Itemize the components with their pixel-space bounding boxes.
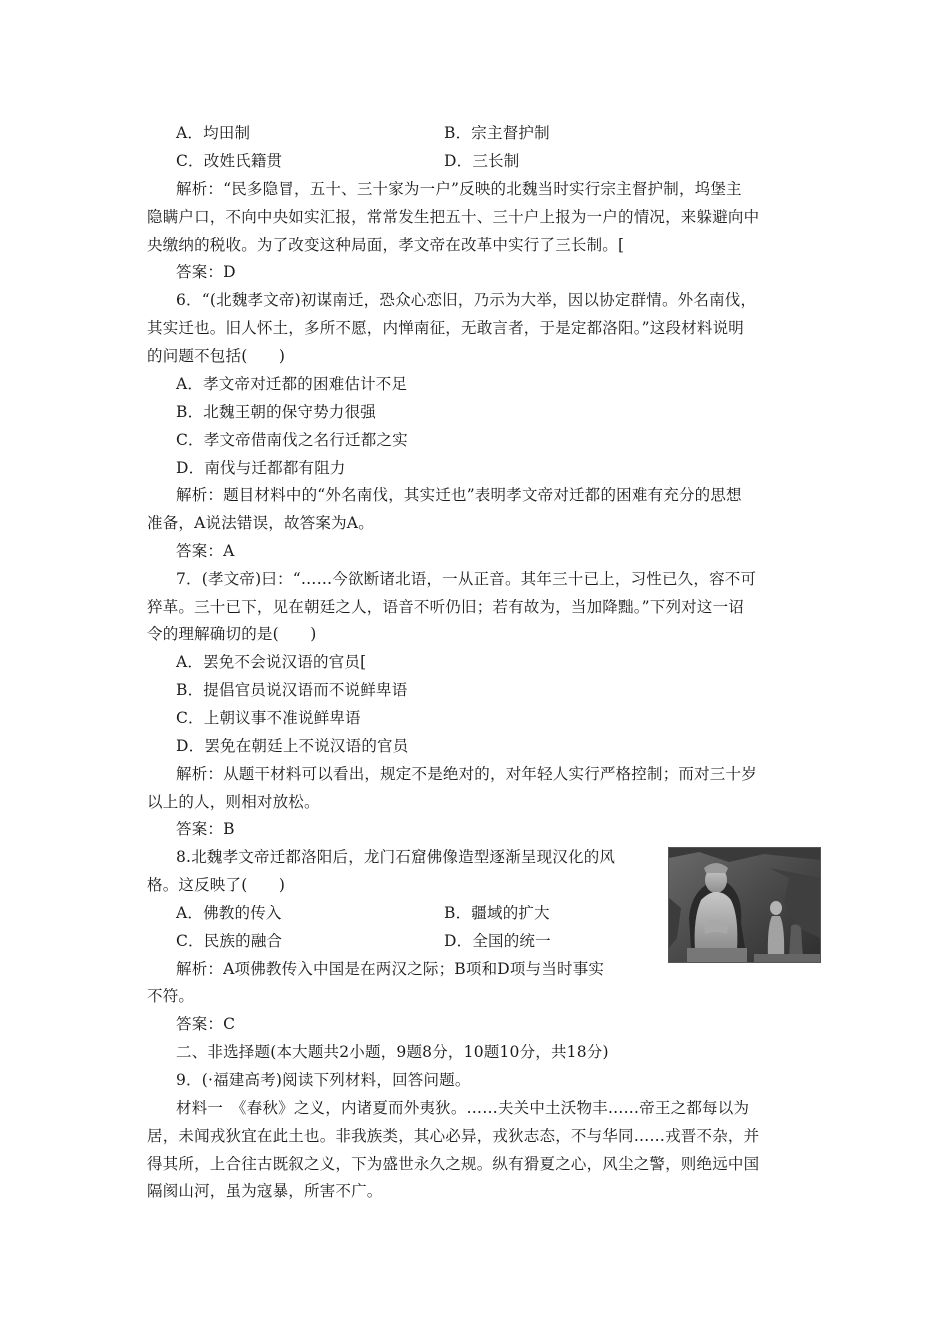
q7-stem-line: 7．(孝文帝)曰：“……今欲断诸北语，一从正音。其年三十已上，习性已久，容不可: [176, 570, 757, 588]
q8-option-c: C．民族的融合: [176, 932, 283, 950]
q8-option-a: A．佛教的传入: [176, 904, 282, 922]
q5-analysis-line: 央缴纳的税收。为了改变这种局面，孝文帝在改革中实行了三长制。[: [147, 236, 625, 254]
q5-answer: 答案：D: [176, 263, 236, 281]
q8-option-d: D．全国的统一: [444, 932, 551, 950]
q8-stem-line: 8.北魏孝文帝迁都洛阳后，龙门石窟佛像造型逐渐呈现汉化的风: [176, 848, 616, 866]
q9-material-line: 材料一 《春秋》之义，内诸夏而外夷狄。……夫关中土沃物丰……帝王之都每以为: [176, 1099, 750, 1117]
q5-option-c: C．改姓氏籍贯: [176, 152, 283, 170]
q6-analysis-line: 准备，A说法错误，故答案为A。: [147, 514, 374, 532]
q7-option-c: C．上朝议事不准说鲜卑语: [176, 709, 361, 727]
q5-analysis-line: 解析：“民多隐冒，五十、三十家为一户”反映的北魏当时实行宗主督护制，坞堡主: [176, 180, 742, 198]
q5-option-a: A．均田制: [176, 124, 251, 142]
q5-analysis-line: 隐瞒户口，不向中央如实汇报，常常发生把五十、三十户上报为一户的情况，来躲避向中: [147, 208, 760, 226]
q9-material-line: 得其所，上合往古既叙之义，下为盛世永久之规。纵有猾夏之心，风尘之警，则绝远中国: [147, 1155, 760, 1173]
q7-option-a: A．罢免不会说汉语的官员[: [176, 653, 367, 671]
q6-option-b: B．北魏王朝的保守势力很强: [176, 403, 376, 421]
q5-option-d: D．三长制: [444, 152, 520, 170]
q8-analysis-line: 不符。: [147, 987, 195, 1005]
q7-option-d: D．罢免在朝廷上不说汉语的官员: [176, 737, 409, 755]
q6-stem-line: 的问题不包括( ): [147, 347, 286, 365]
section-heading: 二、非选择题(本大题共2小题，9题8分，10题10分，共18分): [176, 1043, 609, 1061]
q9-material-line: 隔阂山河，虽为寇暴，所害不广。: [147, 1182, 383, 1200]
q8-answer: 答案：C: [176, 1015, 236, 1033]
q6-analysis-line: 解析：题目材料中的“外名南伐，其实迁也”表明孝文帝对迁都的困难有充分的思想: [176, 486, 742, 504]
q6-option-a: A．孝文帝对迁都的困难估计不足: [176, 375, 408, 393]
q5-option-b: B．宗主督护制: [444, 124, 550, 142]
q8-option-b: B．疆域的扩大: [444, 904, 550, 922]
q7-option-b: B．提倡官员说汉语而不说鲜卑语: [176, 681, 408, 699]
q6-stem-line: 其实迁也。旧人怀土，多所不愿，内惮南征，无敢言者，于是定都洛阳。”这段材料说明: [147, 319, 744, 337]
q7-analysis-line: 解析：从题干材料可以看出，规定不是绝对的，对年轻人实行严格控制；而对三十岁: [176, 765, 757, 783]
q6-stem-line: 6．“(北魏孝文帝)初谋南迁，恐众心恋旧，乃示为大举，因以协定群情。外名南伐，: [176, 291, 757, 309]
q6-answer: 答案：A: [176, 542, 235, 560]
q8-analysis-line: 解析：A项佛教传入中国是在两汉之际；B项和D项与当时事实: [176, 960, 605, 978]
q9-stem: 9．(·福建高考)阅读下列材料，回答问题。: [176, 1071, 471, 1089]
q7-stem-line: 猝革。三十已下，见在朝廷之人，语音不听仍旧；若有故为，当加降黜。”下列对这一诏: [147, 598, 744, 616]
q7-analysis-line: 以上的人，则相对放松。: [147, 793, 320, 811]
q6-option-d: D．南伐与迁都都有阻力: [176, 459, 346, 477]
q8-stem-line: 格。这反映了( ): [147, 876, 286, 894]
longmen-grotto-photo: [668, 847, 821, 963]
q9-material-line: 居，未闻戎狄宜在此土也。非我族类，其心必异，戎狄志态，不与华同……戎晋不杂，并: [147, 1127, 760, 1145]
q7-answer: 答案：B: [176, 820, 235, 838]
q7-stem-line: 令的理解确切的是( ): [147, 625, 317, 643]
q6-option-c: C．孝文帝借南伐之名行迁都之实: [176, 431, 408, 449]
